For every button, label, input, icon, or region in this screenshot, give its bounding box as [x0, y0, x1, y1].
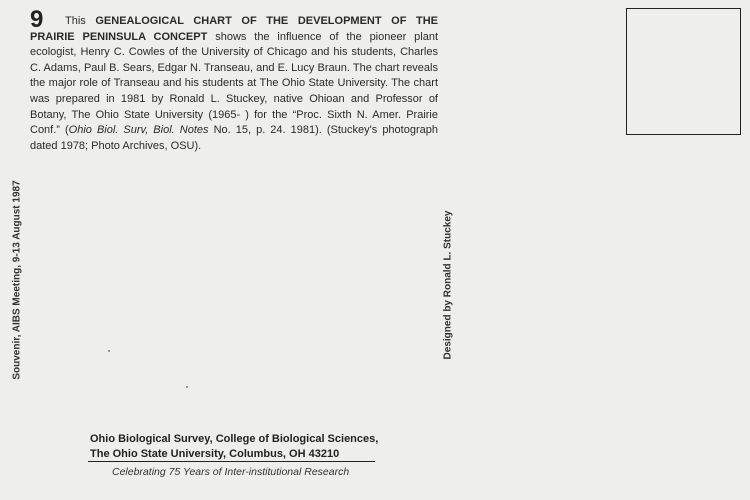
souvenir-caption: Souvenir, AIBS Meeting, 9-13 August 1987: [11, 180, 23, 380]
address-underline: [88, 461, 375, 462]
stamp-box: [626, 8, 741, 135]
description-intro: This: [65, 15, 86, 27]
card-description: [30, 14, 438, 154]
paper-speck: [108, 350, 110, 352]
address-line-1: Ohio Biological Survey, College of Biological Sciences,: [90, 433, 379, 445]
description-citation: Ohio Biol. Surv, Biol. Notes: [68, 124, 209, 137]
description-body-1: shows the influence of the pioneer plant ecologist, Henry C. Cowles of the University of Chicago and his students, Charles C. Adams, Paul B. Sears, Edgar N. Transeau, and E. Lucy Braun. The chart reveals the major role of Transeau and his students at The Ohio State University. The chart was prepared in 1981 by Ronald L. Stuckey, native Ohioan and Professor of Botany, The Ohio State University (1965- ) for the “Proc. Sixth N. Amer. Prairie Conf.” (: [30, 30, 438, 137]
description-title: GENEALOGICAL CHART OF THE DEVELOPMENT OF THE PRAIRIE PENINSULA CONCEPT: [30, 15, 438, 43]
card-number: 9: [30, 6, 44, 33]
description-body-2: No. 15, p. 24. 1981). (Stuckey's photograph dated 1978; Photo Archives, OSU).: [30, 124, 438, 152]
address-line-2: The Ohio State University, Columbus, OH 43210: [90, 448, 340, 460]
designer-credit: Designed by Ronald L. Stuckey: [442, 210, 454, 360]
publisher-address: [90, 432, 378, 462]
paper-speck: [186, 386, 188, 388]
celebration-tagline: Celebrating 75 Years of Inter-institutional Research: [112, 466, 350, 478]
